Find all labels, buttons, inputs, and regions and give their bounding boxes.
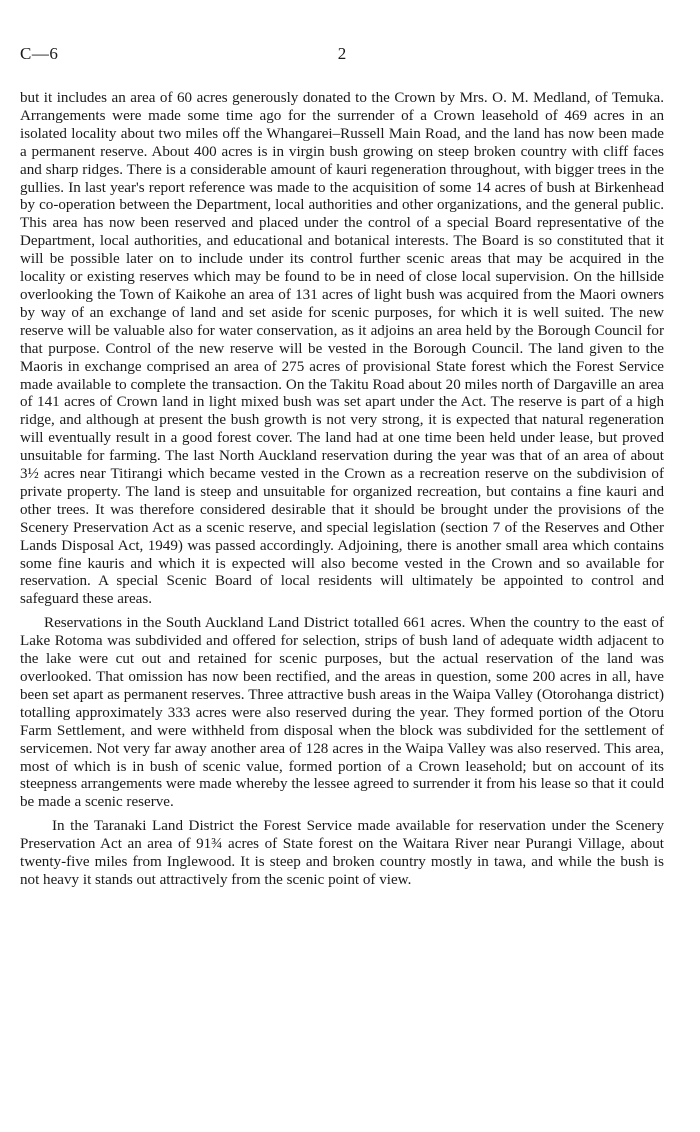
- paragraph-north-auckland: but it includes an area of 60 acres generously donated to the Crown by Mrs. O. M. Medland, of Temuka. Arrangements were made some time ago for the surrender of a Crown leasehold of 469 acres in an isolated locality about two miles off the Whangarei–Russell Main Road, and the land has now been made a permanent reserve. About 400 acres is in virgin bush growing on steep broken country with cliff faces and sharp ridges. There is a considerable amount of kauri regeneration throughout, with bigger trees in the gullies. In last year's report reference was made to the acquisition of some 14 acres of bush at Birkenhead by co-operation between the Department, local authorities and other organizations, and the general public. This area has now been reserved and placed under the control of a special Board representative of the Department, local authorities, and educational and botanical interests. The Board is so constituted that it will be possible later on to include under its control further scenic areas that may be acquired in the locality or existing reserves which may be found to be in need of close local supervision. On the hillside overlooking the Town of Kaikohe an area of 131 acres of light bush was acquired from the Maori owners by way of an exchange of land and set aside for scenic purposes, for which it is well suited. The new reserve will be valuable also for water conservation, as it adjoins an area held by the Borough Council for that purpose. Control of the new reserve will be vested in the Borough Council. The land given to the Maoris in exchange comprised an area of 275 acres of provisional State forest which the Forest Service made available to complete the transaction. On the Takitu Road about 20 miles north of Dargaville an area of 141 acres of Crown land in light mixed bush was set apart under the Act. The reserve is part of a high ridge, and although at present the bush growth is not very strong, it is expected that natural regeneration will eventually result in a good forest cover. The land had at one time been held under lease, but proved unsuitable for farming. The last North Auckland reservation during the year was that of an area of about 3½ acres near Titirangi which became vested in the Crown as a recreation reserve on the subdivision of private property. The land is steep and unsuitable for organized recreation, but contains a fine kauri and other trees. It was therefore considered desirable that it should be brought under the provisions of the Scenery Preservation Act as a scenic reserve, and special legislation (section 7 of the Reserves and Other Lands Disposal Act, 1949) was passed accordingly. Adjoining, there is another small area which contains some fine kauris and which it is expected will also become vested in the Crown and so available for reservation. A special Scenic Board of local residents will ultimately be appointed to control and safeguard these areas.: [20, 90, 664, 608]
- document-body: [20, 90, 664, 896]
- page-number: 2: [337, 44, 347, 63]
- document-reference: C—6: [20, 44, 59, 63]
- page-header: [20, 44, 664, 68]
- paragraph-south-auckland: Reservations in the South Auckland Land District totalled 661 acres. When the country to the east of Lake Rotoma was subdivided and offered for selection, strips of bush land of adequate width adjacent to the lake were cut out and retained for scenic purposes, but the actual reservation of the land was overlooked. That omission has now been rectified, and the areas in question, some 200 acres in all, have been set apart as permanent reserves. Three attractive bush areas in the Waipa Valley (Otorohanga district) totalling approximately 333 acres were also reserved during the year. They formed portion of the Otoru Farm Settlement, and were withheld from disposal when the block was subdivided for the settlement of servicemen. Not very far away another area of 128 acres in the Waipa Valley was also reserved. This area, most of which is in bush of scenic value, formed portion of a Crown leasehold; but on account of its steepness arrangements were made whereby the lessee agreed to surrender it from his lease so that it could be made a scenic reserve.: [20, 615, 664, 811]
- paragraph-taranaki: In the Taranaki Land District the Forest Service made available for reservation under the Scenery Preservation Act an area of 91¾ acres of State forest on the Waitara River near Purangi Village, about twenty-five miles from Inglewood. It is steep and broken country mostly in tawa, and while the bush is not heavy it stands out attractively from the scenic point of view.: [20, 818, 664, 888]
